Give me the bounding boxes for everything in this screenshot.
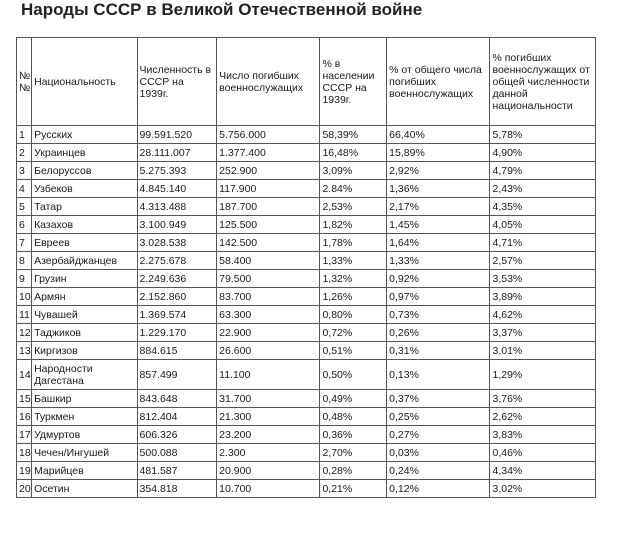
table-row [17,462,596,480]
cell-killed-of-nationality-percent: 4,79% [490,162,596,180]
table-row [17,198,596,216]
cell-population-percent: 0,80% [320,306,387,324]
cell-nationality: Грузин [32,270,137,288]
table-row [17,234,596,252]
table-row [17,252,596,270]
table-row [17,216,596,234]
table-row [17,306,596,324]
cell-killed-percent: 66,40% [387,126,490,144]
cell-population: 99.591.520 [137,126,217,144]
cell-population: 3.028.538 [137,234,217,252]
cell-killed-percent: 1,36% [387,180,490,198]
cell-killed-percent: 0,97% [387,288,490,306]
cell-nationality: Армян [32,288,137,306]
cell-population: 1.369.574 [137,306,217,324]
table-row [17,480,596,498]
cell-population: 2.275.678 [137,252,217,270]
cell-killed: 2.300 [217,444,320,462]
table-row [17,444,596,462]
cell-killed: 21.300 [217,408,320,426]
cell-killed-of-nationality-percent: 5,78% [490,126,596,144]
table-row [17,408,596,426]
cell-killed: 79.500 [217,270,320,288]
cell-nationality: Азербайджанцев [32,252,137,270]
cell-killed: 20.900 [217,462,320,480]
cell-number: 5 [17,198,32,216]
header-cell-number: № № [17,38,32,126]
cell-population-percent: 0,28% [320,462,387,480]
cell-number: 2 [17,144,32,162]
cell-population-percent: 1,26% [320,288,387,306]
cell-population: 812.404 [137,408,217,426]
cell-killed-of-nationality-percent: 2,43% [490,180,596,198]
table-row [17,180,596,198]
table-row [17,426,596,444]
cell-number: 11 [17,306,32,324]
cell-killed-percent: 0,73% [387,306,490,324]
cell-killed-of-nationality-percent: 0,46% [490,444,596,462]
header-cell-killed: Число погибших военнослужащих [217,38,320,126]
table-header-row [17,38,596,126]
cell-population: 481.587 [137,462,217,480]
cell-population: 500.088 [137,444,217,462]
cell-number: 10 [17,288,32,306]
cell-number: 7 [17,234,32,252]
cell-killed-of-nationality-percent: 2,62% [490,408,596,426]
table-row [17,342,596,360]
table-body [17,126,596,498]
cell-killed: 117.900 [217,180,320,198]
cell-killed-percent: 0,27% [387,426,490,444]
cell-population-percent: 0,21% [320,480,387,498]
cell-killed-of-nationality-percent: 4,34% [490,462,596,480]
cell-population: 354.818 [137,480,217,498]
cell-population: 1.229.170 [137,324,217,342]
cell-killed: 26.600 [217,342,320,360]
cell-killed-of-nationality-percent: 3,01% [490,342,596,360]
cell-killed: 252.900 [217,162,320,180]
cell-killed-percent: 0,12% [387,480,490,498]
cell-population: 606.326 [137,426,217,444]
cell-killed: 63.300 [217,306,320,324]
cell-nationality: Чечен/Ингушей [32,444,137,462]
cell-population: 857.499 [137,360,217,390]
header-cell-nationality: Национальность [32,38,137,126]
table-row [17,390,596,408]
header-cell-killed-of-nationality-percent: % погибших военнослужащих от общей численности данной национальности [490,38,596,126]
cell-population: 2.249.636 [137,270,217,288]
cell-population-percent: 2.84% [320,180,387,198]
cell-nationality: Удмуртов [32,426,137,444]
cell-population-percent: 0,51% [320,342,387,360]
cell-killed: 142.500 [217,234,320,252]
cell-number: 14 [17,360,32,390]
cell-population-percent: 3,09% [320,162,387,180]
cell-killed-percent: 15,89% [387,144,490,162]
cell-killed-of-nationality-percent: 1,29% [490,360,596,390]
cell-killed-of-nationality-percent: 4,05% [490,216,596,234]
cell-killed-percent: 1,33% [387,252,490,270]
cell-population-percent: 16,48% [320,144,387,162]
cell-number: 8 [17,252,32,270]
cell-number: 12 [17,324,32,342]
cell-population: 5.275.393 [137,162,217,180]
cell-killed-of-nationality-percent: 3,83% [490,426,596,444]
cell-population-percent: 0,49% [320,390,387,408]
cell-population-percent: 2,53% [320,198,387,216]
cell-number: 15 [17,390,32,408]
cell-number: 18 [17,444,32,462]
cell-number: 19 [17,462,32,480]
table-row [17,324,596,342]
table-row [17,270,596,288]
cell-killed: 1.377.400 [217,144,320,162]
cell-killed-percent: 0,92% [387,270,490,288]
cell-killed-percent: 0,31% [387,342,490,360]
cell-killed-percent: 0,13% [387,360,490,390]
cell-nationality: Евреев [32,234,137,252]
nationalities-table [16,37,596,498]
cell-killed-percent: 2,92% [387,162,490,180]
cell-number: 17 [17,426,32,444]
table-row [17,162,596,180]
cell-killed: 83.700 [217,288,320,306]
cell-killed-percent: 0,03% [387,444,490,462]
cell-population: 2.152.860 [137,288,217,306]
cell-killed-percent: 0,25% [387,408,490,426]
cell-population-percent: 2,70% [320,444,387,462]
cell-killed-percent: 0,37% [387,390,490,408]
cell-number: 4 [17,180,32,198]
cell-nationality: Украинцев [32,144,137,162]
cell-population: 843.648 [137,390,217,408]
cell-killed: 11.100 [217,360,320,390]
table-row [17,360,596,390]
cell-nationality: Осетин [32,480,137,498]
cell-killed: 125.500 [217,216,320,234]
cell-population: 28.111.007 [137,144,217,162]
cell-killed-percent: 1,45% [387,216,490,234]
cell-killed-of-nationality-percent: 3,02% [490,480,596,498]
cell-population-percent: 0,48% [320,408,387,426]
cell-killed-of-nationality-percent: 4,35% [490,198,596,216]
cell-killed: 23.200 [217,426,320,444]
cell-killed-percent: 0,26% [387,324,490,342]
cell-killed: 5.756.000 [217,126,320,144]
cell-nationality: Татар [32,198,137,216]
cell-killed-of-nationality-percent: 3,53% [490,270,596,288]
cell-population-percent: 0,36% [320,426,387,444]
cell-killed-of-nationality-percent: 4,62% [490,306,596,324]
cell-number: 6 [17,216,32,234]
cell-nationality: Таджиков [32,324,137,342]
cell-killed-percent: 0,24% [387,462,490,480]
table-row [17,126,596,144]
cell-nationality: Туркмен [32,408,137,426]
cell-number: 1 [17,126,32,144]
cell-number: 16 [17,408,32,426]
cell-population-percent: 1,78% [320,234,387,252]
table-row [17,144,596,162]
cell-killed-percent: 1,64% [387,234,490,252]
cell-population-percent: 58,39% [320,126,387,144]
cell-number: 13 [17,342,32,360]
cell-nationality: Киргизов [32,342,137,360]
cell-population: 884.615 [137,342,217,360]
cell-population-percent: 0,72% [320,324,387,342]
cell-number: 20 [17,480,32,498]
cell-killed-percent: 2,17% [387,198,490,216]
cell-number: 3 [17,162,32,180]
header-cell-population: Численность в СССР на 1939г. [137,38,217,126]
cell-nationality: Казахов [32,216,137,234]
cell-killed-of-nationality-percent: 4,71% [490,234,596,252]
cell-population: 3.100.949 [137,216,217,234]
cell-nationality: Марийцев [32,462,137,480]
cell-killed: 22.900 [217,324,320,342]
header-cell-population-percent: % в населении СССР на 1939г. [320,38,387,126]
cell-killed-of-nationality-percent: 3,76% [490,390,596,408]
cell-nationality: Белоруссов [32,162,137,180]
cell-nationality: Узбеков [32,180,137,198]
cell-population-percent: 1,33% [320,252,387,270]
page-title: Народы СССР в Великой Отечественной войне [21,0,423,19]
cell-population-percent: 1,82% [320,216,387,234]
cell-nationality: Башкир [32,390,137,408]
cell-killed: 10.700 [217,480,320,498]
cell-killed-of-nationality-percent: 2,57% [490,252,596,270]
cell-population: 4.845.140 [137,180,217,198]
cell-nationality: Чувашей [32,306,137,324]
cell-number: 9 [17,270,32,288]
cell-killed: 31.700 [217,390,320,408]
cell-killed-of-nationality-percent: 4,90% [490,144,596,162]
cell-nationality: Народности Дагестана [32,360,137,390]
table-row [17,288,596,306]
cell-killed: 58.400 [217,252,320,270]
cell-population-percent: 0,50% [320,360,387,390]
cell-nationality: Русских [32,126,137,144]
cell-population-percent: 1,32% [320,270,387,288]
cell-killed: 187.700 [217,198,320,216]
cell-killed-of-nationality-percent: 3,37% [490,324,596,342]
cell-killed-of-nationality-percent: 3,89% [490,288,596,306]
cell-population: 4.313.488 [137,198,217,216]
header-cell-killed-percent: % от общего числа погибших военнослужащих [387,38,490,126]
